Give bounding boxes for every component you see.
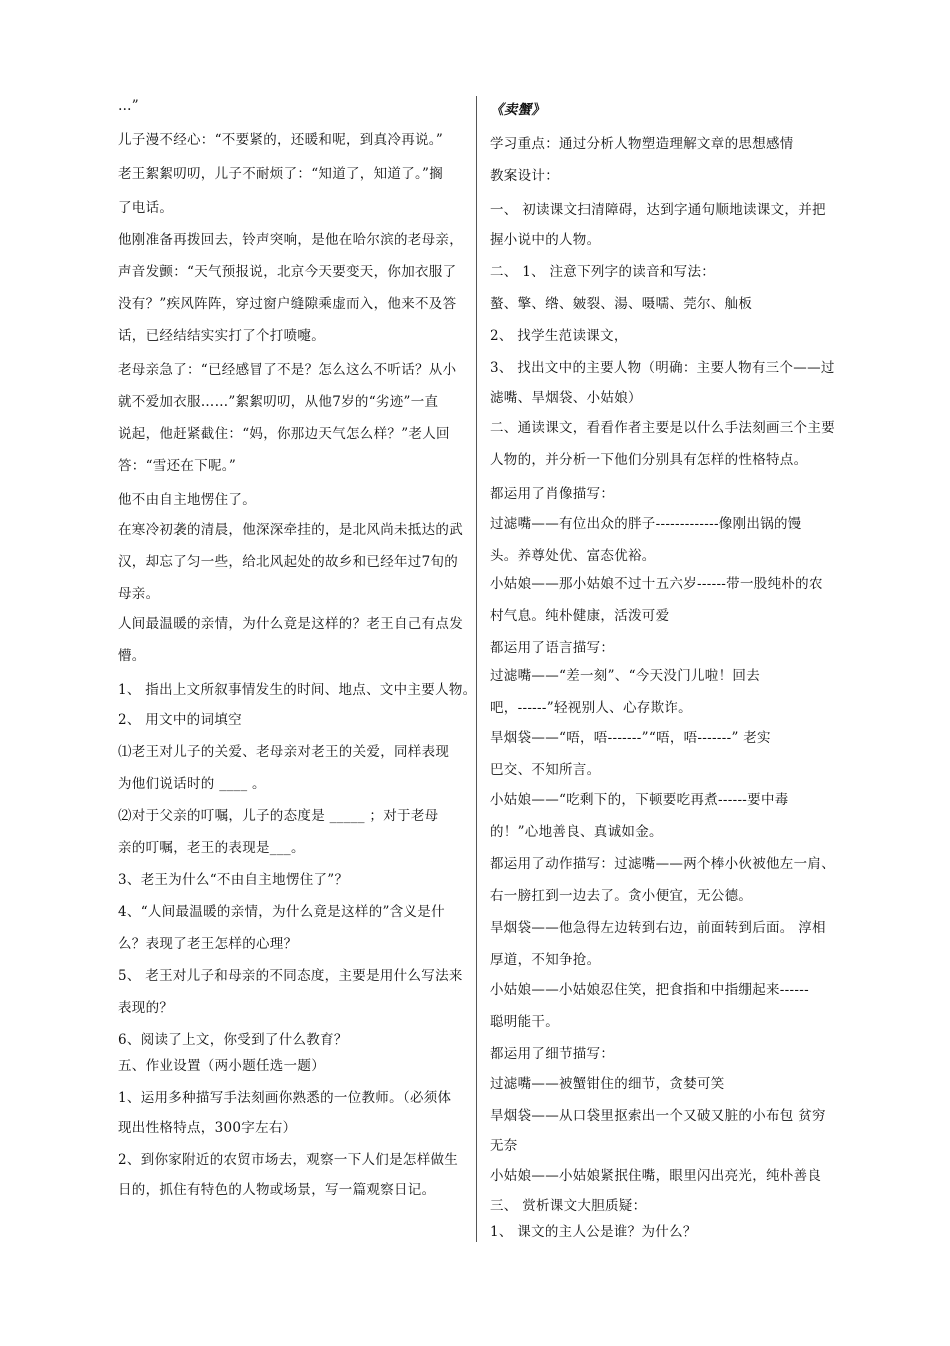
text-line: ⑴老王对儿子的关爱、老母亲对老王的关爱，同样表现 bbox=[118, 744, 450, 760]
text-line: 2、 找学生范读课文， bbox=[490, 328, 628, 344]
text-line: 4、“人间最温暖的亲情，为什么竟是这样的”含义是什 bbox=[118, 904, 445, 920]
text-line: 人间最温暖的亲情，为什么竟是这样的？老王自己有点发 bbox=[118, 616, 463, 632]
text-line: 么？表现了老王怎样的心理？ bbox=[118, 936, 298, 952]
text-line: 在寒冷初袭的清晨，他深深牵挂的，是北风尚未抵达的武 bbox=[118, 522, 463, 538]
text-line: 2、到你家附近的农贸市场去，观察一下人们是怎样做生 bbox=[118, 1152, 459, 1168]
text-line: 过滤嘴——“差一刻”、“今天没门儿啦！回去 bbox=[490, 668, 761, 684]
text-line: 现出性格特点，300字左右） bbox=[118, 1120, 297, 1136]
text-line: 厚道，不知争抢。 bbox=[490, 952, 601, 968]
text-line: 旱烟袋——从口袋里抠索出一个又破又脏的小布包 贫穷 bbox=[490, 1108, 826, 1124]
text-line: 5、 老王对儿子和母亲的不同态度，主要是用什么写法来 bbox=[118, 968, 463, 984]
text-line: 小姑娘——那小姑娘不过十五六岁------带一股纯朴的农 bbox=[490, 576, 823, 592]
text-line: 村气息。纯朴健康，活泼可爱 bbox=[490, 608, 670, 624]
text-line: 旱烟袋——“唔，唔-------”“唔，唔-------” 老实 bbox=[490, 730, 771, 746]
text-line: 懵。 bbox=[118, 648, 146, 664]
text-line: 1、 指出上文所叙事情发生的时间、地点、文中主要人物。 bbox=[118, 682, 477, 698]
text-line: 说起，他赶紧截住：“妈，你那边天气怎么样？”老人回 bbox=[118, 426, 450, 442]
text-line: 3、老王为什么“不由自主地愣住了”？ bbox=[118, 872, 349, 888]
text-line: 2、 用文中的词填空 bbox=[118, 712, 242, 728]
text-line: 老王絮絮叨叨，儿子不耐烦了：“知道了，知道了。”搁 bbox=[118, 166, 444, 182]
text-line: 一、 初读课文扫清障碍，达到字通句顺地读课文，并把 bbox=[490, 202, 826, 218]
text-line: 二、通读课文，看看作者主要是以什么手法刻画三个主要 bbox=[490, 420, 835, 436]
text-line: 握小说中的人物。 bbox=[490, 232, 601, 248]
text-line: 表现的？ bbox=[118, 1000, 174, 1016]
text-line: …” bbox=[118, 98, 140, 114]
text-line: 都运用了动作描写：过滤嘴——两个棒小伙被他左一肩、 bbox=[490, 856, 835, 872]
text-line: 教案设计： bbox=[490, 168, 559, 184]
text-line: 都运用了肖像描写： bbox=[490, 486, 615, 502]
text-line: 滤嘴、旱烟袋、小姑娘） bbox=[490, 390, 642, 406]
text-line: 为他们说话时的 ____ 。 bbox=[118, 776, 266, 792]
text-line: 母亲。 bbox=[118, 586, 160, 602]
text-line: 了电话。 bbox=[118, 200, 174, 216]
text-line: 人物的，并分析一下他们分别具有怎样的性格特点。 bbox=[490, 452, 808, 468]
text-line: 小姑娘——“吃剩下的，下顿要吃再煮------要中毒 bbox=[490, 792, 789, 808]
text-line: 亲的叮嘱，老王的表现是___。 bbox=[118, 840, 305, 856]
text-line: 过滤嘴——有位出众的胖子-------------像刚出锅的馒 bbox=[490, 516, 802, 532]
text-line: 聪明能干。 bbox=[490, 1014, 559, 1030]
text-line: 旱烟袋——他急得左边转到右边，前面转到后面。 淳相 bbox=[490, 920, 826, 936]
text-line: 3、 找出文中的主要人物（明确：主要人物有三个——过 bbox=[490, 360, 835, 376]
text-line: 话，已经结结实实打了个打喷嚏。 bbox=[118, 328, 325, 344]
text-line: ⑵对于父亲的叮嘱，儿子的态度是 _____ ；对于老母 bbox=[118, 808, 439, 824]
text-line: 老母亲急了：“已经感冒了不是？怎么这么不听话？从小 bbox=[118, 362, 457, 378]
text-line: 三、 赏析课文大胆质疑： bbox=[490, 1198, 647, 1214]
text-line: 答：“雪还在下呢。” bbox=[118, 458, 237, 474]
text-line: 就不爱加衣服……”絮絮叨叨，从他7岁的“劣迹”一直 bbox=[118, 394, 439, 410]
text-line: 汉，却忘了匀一些，给北风起处的故乡和已经年过7旬的 bbox=[118, 554, 459, 570]
text-line: 右一膀扛到一边去了。贪小便宜，无公德。 bbox=[490, 888, 753, 904]
text-line: 吧，------”轻视别人、心存欺诈。 bbox=[490, 700, 692, 716]
text-line: 声音发颤：“天气预报说，北京今天要变天，你加衣服了 bbox=[118, 264, 457, 280]
text-line: 头。养尊处优、富态优裕。 bbox=[490, 548, 656, 564]
text-line: 无奈 bbox=[490, 1138, 518, 1154]
text-line: 过滤嘴——被蟹钳住的细节，贪婪可笑 bbox=[490, 1076, 725, 1092]
text-line: 螯、擎、绺、皴裂、湯、嗫嚅、莞尔、舢板 bbox=[490, 296, 753, 312]
text-line: 他刚准备再拨回去，铃声突响，是他在哈尔滨的老母亲， bbox=[118, 232, 463, 248]
text-line: 儿子漫不经心：“不要紧的，还暖和呢，到真冷再说。” bbox=[118, 132, 444, 148]
text-line: 日的，抓住有特色的人物或场景，写一篇观察日记。 bbox=[118, 1182, 436, 1198]
text-line: 小姑娘——小姑娘紧抿住嘴，眼里闪出亮光，纯朴善良 bbox=[490, 1168, 822, 1184]
text-line: 小姑娘——小姑娘忍住笑，把食指和中指绷起来------ bbox=[490, 982, 809, 998]
text-line: 二、 1、 注意下列字的读音和写法： bbox=[490, 264, 716, 280]
text-line: 都运用了细节描写： bbox=[490, 1046, 615, 1062]
text-line: 1、 课文的主人公是谁？为什么？ bbox=[490, 1224, 697, 1240]
section-title: 《卖蟹》 bbox=[490, 102, 546, 118]
text-line: 的！”心地善良、真诚如金。 bbox=[490, 824, 663, 840]
text-line: 没有？”疾风阵阵，穿过窗户缝隙乘虚而入，他来不及答 bbox=[118, 296, 457, 312]
text-line: 巴交、不知所言。 bbox=[490, 762, 601, 778]
text-line: 1、运用多种描写手法刻画你熟悉的一位教师。（必须体 bbox=[118, 1090, 452, 1106]
column-divider bbox=[476, 96, 477, 1242]
text-line: 6、阅读了上文，你受到了什么教育？ bbox=[118, 1032, 348, 1048]
text-line: 都运用了语言描写： bbox=[490, 640, 615, 656]
text-line: 五、作业设置（两小题任选一题） bbox=[118, 1058, 325, 1074]
text-line: 学习重点：通过分析人物塑造理解文章的思想感情 bbox=[490, 136, 794, 152]
text-line: 他不由自主地愣住了。 bbox=[118, 492, 256, 508]
